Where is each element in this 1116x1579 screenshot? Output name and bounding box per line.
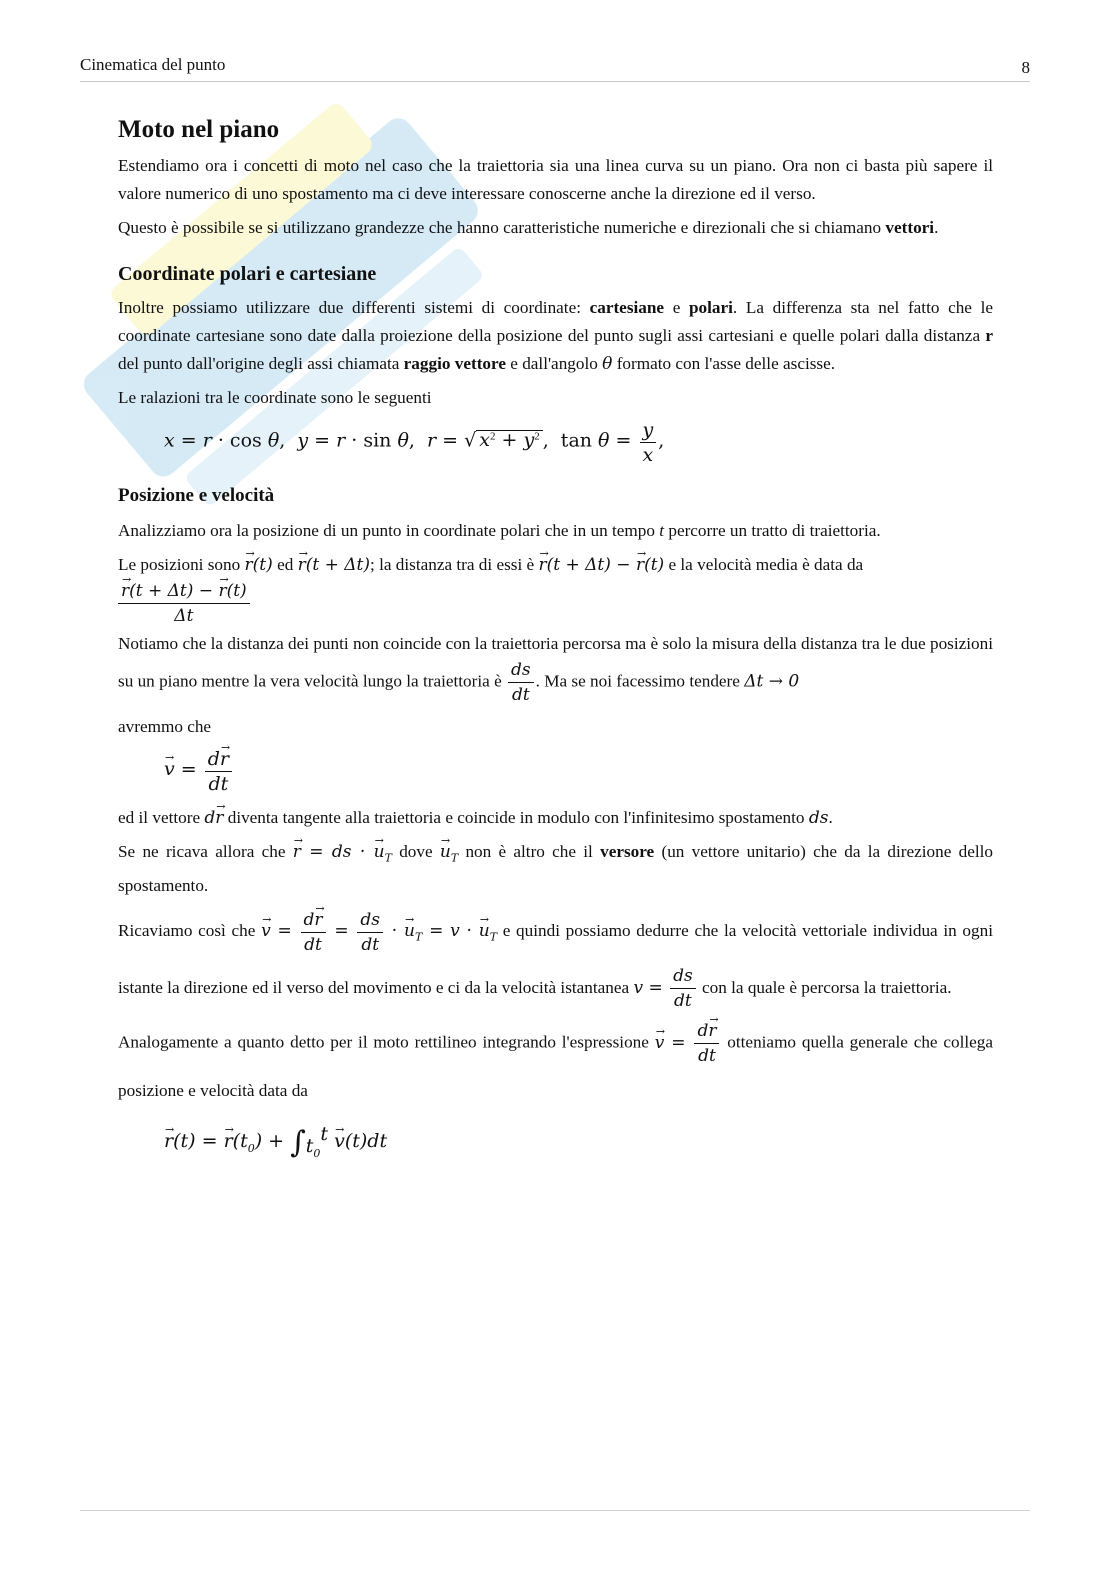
term-vettori: vettori — [885, 218, 935, 237]
page-number: 8 — [1021, 58, 1030, 77]
paragraph: avremmo che — [118, 717, 212, 736]
paragraph: Notiamo che la distanza dei punti non coincide con la traiettoria percorsa ma è solo la misura della distanza tra le due posizioni su un piano mentre la vera velocità lungo la traiettoria è $\frac{ds}{dt}$ . Ma se noi facessimo tendere Δt → 0 — [118, 634, 993, 705]
formula-velocity-derivative: → v = $\frac{d\to r}{dt}$ — [118, 747, 993, 796]
paragraph: Le posizioni sono → r(t) ed → r(t + Δt); la distanza tra di essi è → r(t + Δt) − → r(t) e la velocità media è data da — [118, 551, 993, 579]
paragraph: Analizziamo ora la posizione di un punto in coordinate polari che in un tempo t percorre un tratto di traiettoria. — [118, 521, 881, 540]
paragraph: Ricaviamo così che → v = $\frac{d\to r}{dt}$ = $\frac{ds}{dt}$ · → $u_T = v$ · → $u_T$ e quindi possiamo dedurre che la velocità vettoriale individua in ogni istante la direzione ed il verso del movimento e ci da la velocità istantanea v = $\frac{ds}{dt}$ con la quale è percorsa la traiettoria. — [118, 906, 993, 1013]
formula-coordinate-relations: x = r · cos θ, y = r · sin θ, r = √ $x^2 + y^2$ , tan θ = $\frac{y}{x}$ , — [164, 419, 665, 466]
section-title-posizione: Posizione e velocità — [118, 485, 275, 506]
paragraph: Le ralazioni tra le coordinate sono le seguenti — [118, 388, 432, 407]
section-title-moto-piano: Moto nel piano — [118, 116, 280, 143]
theta-symbol: θ — [602, 354, 613, 374]
header-title: Cinematica del punto — [80, 55, 226, 74]
paragraph: Estendiamo ora i concetti di moto nel caso che la traiettoria sia una linea curva su un piano. Ora non ci basta più sapere il valore numerico di uno spostamento ma ci deve interessare conoscerne anche la direzione ed il verso. — [118, 156, 993, 203]
footer-rule — [80, 1510, 1030, 1511]
formula-position-integral: → r(t) = → $r(t_0) + \int_{t_0}^t \to v(t)dt$ — [118, 1120, 993, 1167]
page-header — [80, 55, 1030, 82]
paragraph: Analogamente a quanto detto per il moto rettilineo integrando l'espressione → v = $\frac{d\to r}{dt}$ otteniamo quella generale che collega posizione e velocità data da — [118, 1019, 993, 1114]
paragraph: Se ne ricava allora che → r = ds · → $u_T$ dove → $u_T$ non è altro che il versore (un vettore unitario) che da la direzione dello spostamento. — [118, 838, 993, 900]
paragraph: Inoltre possiamo utilizzare due differenti sistemi di coordinate: cartesiane e polari. La differenza sta nel fatto che le coordinate cartesiane sono date dalla proiezione della posizione del punto sugli assi cartesiani e quelle polari dalla distanza r del punto dall'origine degli assi chiamata raggio vettore e dall'angolo θ formato con l'asse delle ascisse. — [118, 298, 993, 374]
document-body — [118, 114, 993, 1175]
paragraph: ed il vettore d→ r diventa tangente alla traiettoria e coincide in modulo con l'infinitesimo spostamento ds. — [118, 804, 993, 832]
paragraph: Questo è possibile se si utilizzano grandezze che hanno caratteristiche numeriche e direzionali che si chiamano vettori. — [118, 218, 939, 237]
formula-average-velocity: → $\frac{r(t + \Delta t) - \to r(t)}{\Delta t}$ — [118, 579, 993, 628]
section-title-coordinate: Coordinate polari e cartesiane — [118, 263, 377, 285]
